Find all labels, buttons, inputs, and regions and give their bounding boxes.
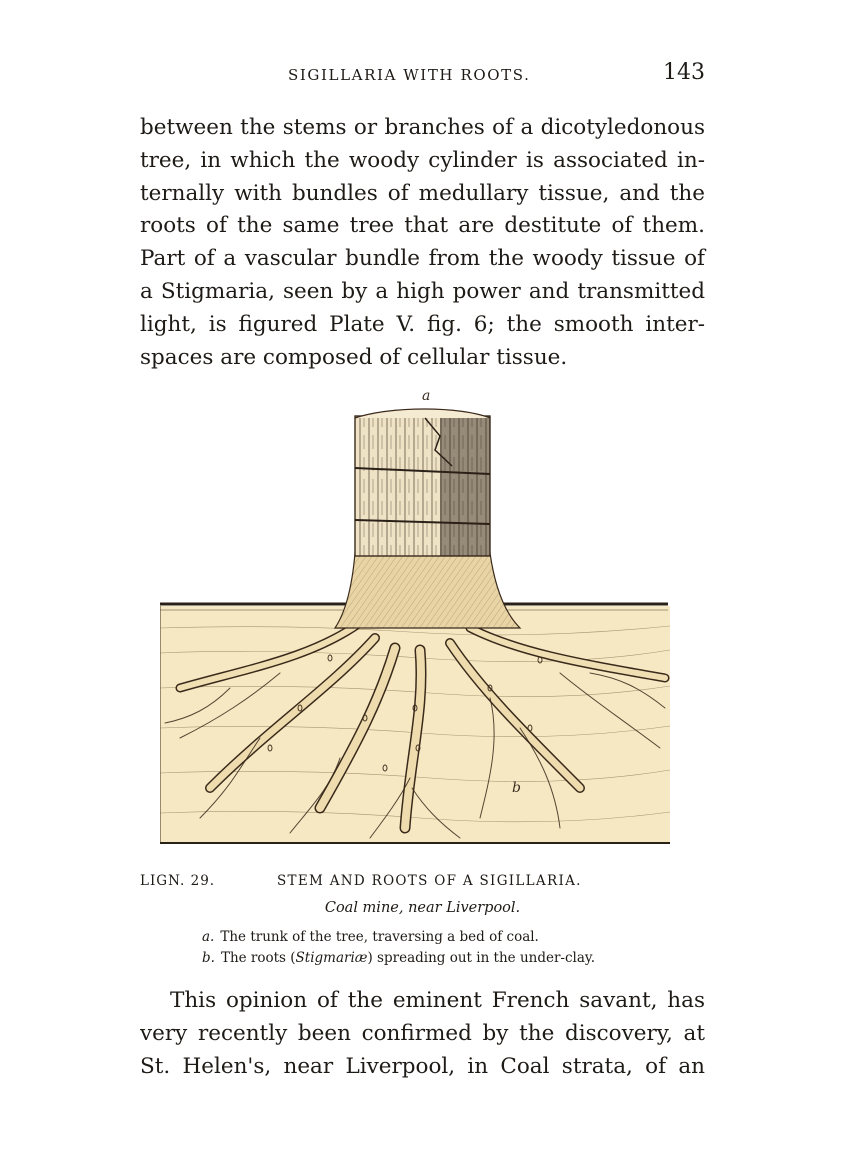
running-title: SIGILLARIA WITH ROOTS.: [288, 66, 531, 84]
figure-label-a: a: [422, 388, 431, 404]
legend-item-b: [202, 950, 595, 966]
legend-text: The roots (: [220, 950, 296, 966]
paragraph-2: [140, 985, 705, 1083]
text-line: ternally with bundles of medullary tissue, and the: [140, 180, 705, 206]
legend-italic-term: Stigmariæ: [295, 950, 368, 966]
text-line: Part of a vascular bundle from the woody tissue of: [140, 246, 705, 272]
text-line: roots of the same tree that are destitute of them.: [140, 213, 705, 239]
text-line: spaces are composed of cellular tissue.: [140, 344, 568, 370]
legend-key: b.: [202, 950, 215, 966]
figure-number: LIGN. 29.: [140, 873, 216, 889]
figure-caption: [140, 873, 705, 893]
page-number: 143: [663, 60, 705, 85]
legend-item-a: [202, 929, 539, 945]
figure-location: Coal mine, near Liverpool.: [324, 900, 521, 916]
text-line: This opinion of the eminent French savant, has: [170, 988, 705, 1013]
figure-label-b: b: [512, 780, 521, 796]
text-line: light, is figured Plate V. fig. 6; the smooth inter-: [140, 311, 705, 337]
figure-title: STEM AND ROOTS OF A SIGILLARIA.: [277, 873, 582, 889]
text-line: St. Helen's, near Liverpool, in Coal strata, of an: [140, 1053, 705, 1079]
text-line: tree, in which the woody cylinder is associated in-: [140, 147, 705, 173]
sigillaria-illustration: [160, 388, 675, 848]
legend-key: a.: [202, 929, 215, 945]
text-line: a Stigmaria, seen by a high power and transmitted: [140, 278, 705, 304]
legend-text: ) spreading out in the under-clay.: [367, 950, 596, 966]
text-line: very recently been confirmed by the discovery, at: [140, 1020, 705, 1046]
running-head: [140, 60, 705, 90]
text-line: between the stems or branches of a dicotyledonous: [140, 115, 705, 140]
sigillaria-engraving: [160, 388, 675, 848]
legend-text: The trunk of the tree, traversing a bed of coal.: [220, 929, 539, 945]
paragraph-1: [140, 112, 705, 374]
